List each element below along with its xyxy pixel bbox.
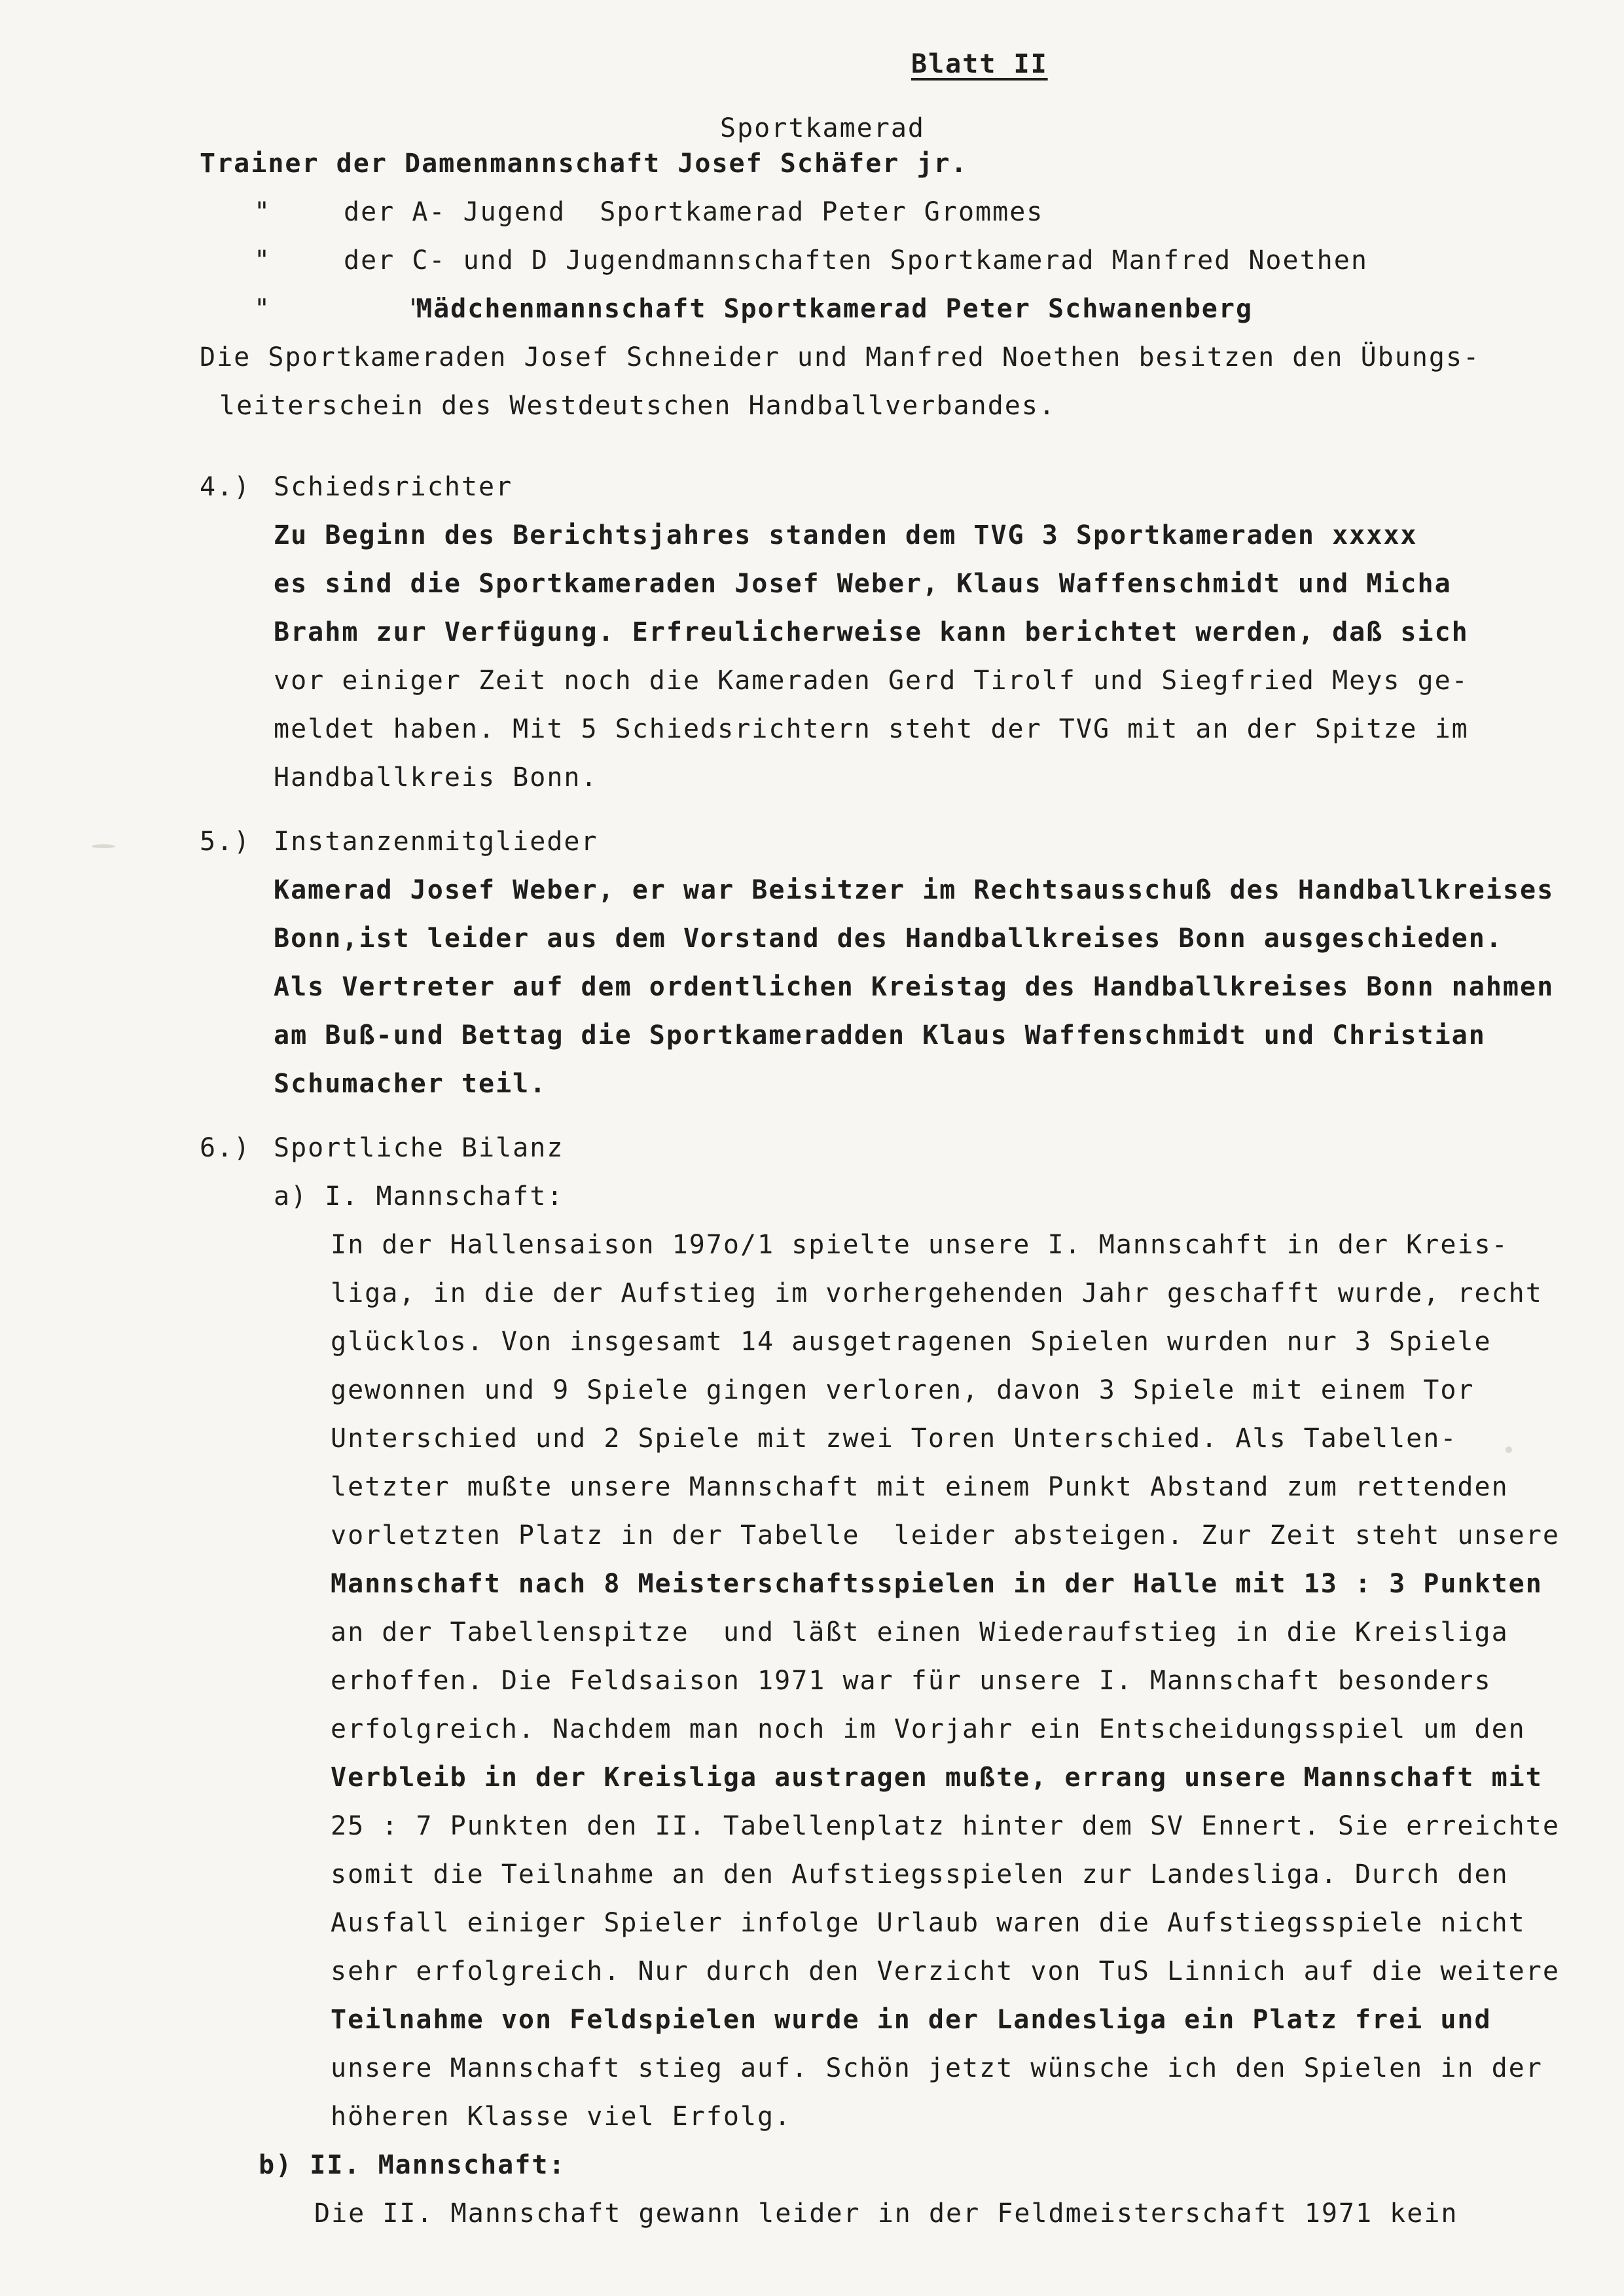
section-4-line: Handballkreis Bonn. [274,762,598,793]
ditto-mark: " [254,245,272,276]
trainer-line-1: Trainer der Damenmannschaft Josef Schäfer jr. [200,149,968,179]
subsection-a-line: liga, in die der Aufstieg im vorhergehenden Jahr geschafft wurde, recht [331,1278,1543,1308]
paper-speck [1506,1446,1512,1453]
subsection-a-line: Teilnahme von Feldspielen wurde in der Landesliga ein Platz frei und [331,2005,1492,2035]
paper-speck [92,844,115,848]
subsection-a-line: gewonnen und 9 Spiele gingen verloren, davon 3 Spiele mit einem Tor [331,1375,1475,1405]
section-5-line: Bonn,ist leider aus dem Vorstand des Handballkreises Bonn ausgeschieden. [274,924,1503,954]
section-4-line: meldet haben. Mit 5 Schiedsrichtern steht der TVG mit an der Spitze im [274,714,1469,744]
trainer-line-2: der A- Jugend Sportkamerad Peter Grommes [344,197,1044,227]
section-6-number: 6.) [200,1133,251,1163]
trainer-line-3: der C- und D Jugendmannschaften Sportkamerad Manfred Noethen [344,245,1368,276]
ditto-mark: " [254,197,272,227]
section-5-line: Schumacher teil. [274,1069,547,1099]
word-sportkamerad: Sportkamerad [720,113,925,143]
section-4-line: Brahm zur Verfügung. Erfreulicherweise kann berichtet werden, daß sich [274,617,1469,647]
subsection-a-line: vorletzten Platz in der Tabelle leider absteigen. Zur Zeit steht unsere [331,1520,1560,1551]
section-5-line: am Buß-und Bettag die Sportkameradden Klaus Waffenschmidt und Christian [274,1020,1486,1050]
subsection-a-line: letzter mußte unsere Mannschaft mit einem Punkt Abstand zum rettenden [331,1472,1509,1502]
subsection-a-line: sehr erfolgreich. Nur durch den Verzicht von TuS Linnich auf die weitere [331,1956,1560,1986]
subsection-a-line: glücklos. Von insgesamt 14 ausgetragenen Spielen wurden nur 3 Spiele [331,1327,1492,1357]
trainer-line-4: Mädchenmannschaft Sportkamerad Peter Schwanenberg [416,294,1254,324]
section-5-line: Als Vertreter auf dem ordentlichen Kreistag des Handballkreises Bonn nahmen [274,972,1555,1002]
subsection-a-line: erfolgreich. Nachdem man noch im Vorjahr ein Entscheidungsspiel um den [331,1714,1526,1744]
subsection-a-line: 25 : 7 Punkten den II. Tabellenplatz hinter dem SV Ennert. Sie erreichte [331,1811,1560,1841]
section-4-line: vor einiger Zeit noch die Kameraden Gerd Tirolf und Siegfried Meys ge- [274,666,1469,696]
section-4-title: Schiedsrichter [274,472,513,502]
subsection-a-line: Ausfall einiger Spieler infolge Urlaub waren die Aufstiegsspiele nicht [331,1908,1526,1938]
subsection-a-line: an der Tabellenspitze und läßt einen Wiederaufstieg in die Kreisliga [331,1617,1509,1647]
subsection-b-label: b) II. Mannschaft: [259,2150,566,2180]
subsection-a-line: höheren Klasse viel Erfolg. [331,2102,792,2132]
subsection-a-line: unsere Mannschaft stieg auf. Schön jetzt wünsche ich den Spielen in der [331,2053,1543,2083]
subsection-a-label: a) I. Mannschaft: [274,1181,564,1211]
subsection-a-line: Verbleib in der Kreisliga austragen mußte, errang unsere Mannschaft mit [331,1763,1543,1793]
subsection-a-line: Unterschied und 2 Spiele mit zwei Toren Unterschied. Als Tabellen- [331,1424,1458,1454]
license-line-1: Die Sportkameraden Josef Schneider und Manfred Noethen besitzen den Übungs- [200,342,1481,372]
subsection-b-line: Die II. Mannschaft gewann leider in der Feldmeisterschaft 1971 kein [314,2198,1458,2229]
section-4-number: 4.) [200,472,251,502]
section-5-line: Kamerad Josef Weber, er war Beisitzer im Rechtsausschuß des Handballkreises [274,875,1555,905]
section-5-number: 5.) [200,827,251,857]
subsection-a-line: Mannschaft nach 8 Meisterschaftsspielen in der Halle mit 13 : 3 Punkten [331,1569,1543,1599]
sheet-label: Blatt II [911,49,1048,79]
section-5-title: Instanzenmitglieder [274,827,598,857]
license-line-2: leiterschein des Westdeutschen Handballverbandes. [219,391,1056,421]
section-4-line: Zu Beginn des Berichtsjahres standen dem TVG 3 Sportkameraden xxxxx [274,520,1418,550]
section-4-line: es sind die Sportkameraden Josef Weber, Klaus Waffenschmidt und Micha [274,569,1452,599]
section-6-title: Sportliche Bilanz [274,1133,564,1163]
subsection-a-line: erhoffen. Die Feldsaison 1971 war für unsere I. Mannschaft besonders [331,1666,1492,1696]
subsection-a-line: somit die Teilnahme an den Aufstiegsspielen zur Landesliga. Durch den [331,1859,1509,1890]
ditto-mark: " " [254,294,425,324]
subsection-a-line: In der Hallensaison 197o/1 spielte unsere I. Mannscahft in der Kreis- [331,1230,1509,1260]
